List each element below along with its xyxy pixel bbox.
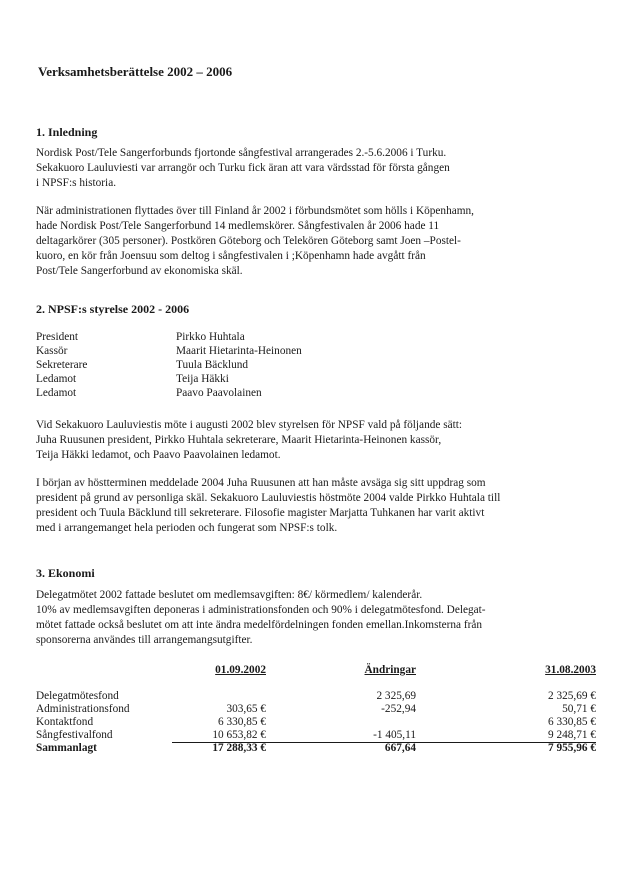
paragraph <box>36 418 596 463</box>
section-heading-inledning: 1. Inledning <box>36 125 98 139</box>
cell: -252,94 <box>381 703 416 715</box>
row-label: Sammanlagt <box>36 742 97 754</box>
text-line: Delegatmötet 2002 fattade beslutet om medlemsavgiften: 8€/ körmedlem/ kalenderår. <box>36 589 423 601</box>
cell: 303,65 € <box>226 703 266 715</box>
board-role: Sekreterare <box>36 359 88 371</box>
finance-table <box>36 664 596 755</box>
paragraph <box>36 204 596 279</box>
board-row <box>36 358 302 372</box>
board-row <box>36 344 302 358</box>
table-row <box>36 703 596 716</box>
cell: 2 325,69 € <box>547 690 596 702</box>
cell: 6 330,85 € <box>217 716 266 728</box>
document-title: Verksamhetsberättelse 2002 – 2006 <box>38 64 233 79</box>
cell: 9 248,71 € <box>547 729 596 741</box>
text-line: president och Tuula Bäcklund till sekreterare. Filosofie magister Marjatta Tuhkanen har varit aktivt <box>36 507 485 519</box>
section-heading-ekonomi: 3. Ekonomi <box>36 566 95 580</box>
text-line: mötet fattade också beslutet om att inte ändra medelfördelningen fonden emellan.Inkomsterna från <box>36 619 483 631</box>
board-member: Tuula Bäcklund <box>176 359 249 371</box>
board-row <box>36 386 302 400</box>
finance-header <box>36 664 596 680</box>
text-line: Vid Sekakuoro Lauluviestis möte i augusti 2002 blev styrelsen för NPSF vald på följande sätt: <box>36 419 463 431</box>
text-line: kuoro, en kör från Joensuu som deltog i sångfestivalen i ;Köpenhamn hade avgått från <box>36 250 426 262</box>
text-line: president på grund av personliga skäl. Sekakuoro Lauluviestis höstmöte 2004 valde Pirkko Huhtala till <box>36 492 501 504</box>
text-line: med i arrangemanget hela perioden och fungerat som NPSF:s tolk. <box>36 522 338 534</box>
board-member: Pirkko Huhtala <box>176 331 245 343</box>
row-label: Delegatmötesfond <box>36 690 119 702</box>
cell: 667,64 <box>384 742 416 754</box>
total-row <box>36 742 596 755</box>
board-member: Paavo Paavolainen <box>176 387 262 399</box>
board-member: Teija Häkki <box>176 373 229 385</box>
board-row <box>36 330 302 344</box>
board-member: Maarit Hietarinta-Heinonen <box>176 345 302 357</box>
board-role: Ledamot <box>36 387 77 399</box>
table-row <box>36 716 596 729</box>
board-list <box>36 330 302 400</box>
board-role: Ledamot <box>36 373 77 385</box>
cell: 10 653,82 € <box>212 729 266 741</box>
column-header: 01.09.2002 <box>215 664 266 676</box>
column-header: 31.08.2003 <box>545 664 596 676</box>
text-line: Post/Tele Sangerforbund av ekonomiska skäl. <box>36 265 243 277</box>
section-heading-styrelse: 2. NPSF:s styrelse 2002 - 2006 <box>36 302 190 316</box>
cell: 50,71 € <box>562 703 596 715</box>
board-role: President <box>36 331 79 343</box>
table-row <box>36 690 596 703</box>
text-line: deltagarkörer (305 personer). Postkören Göteborg och Telekören Göteborg samt Joen –Postel- <box>36 235 461 247</box>
text-line: När administrationen flyttades över till Finland år 2002 i förbundsmötet som hölls i Köpenhamn, <box>36 205 474 217</box>
text-line: hade Nordisk Post/Tele Sangerforbund 14 medlemskörer. Sångfestivalen år 2006 hade 11 <box>36 220 440 232</box>
cell: 7 955,96 € <box>547 742 596 754</box>
cell: 2 325,69 <box>376 690 416 702</box>
text-line: Juha Ruusunen president, Pirkko Huhtala sekreterare, Maarit Hietarinta-Heinonen kassör, <box>36 434 442 446</box>
paragraph <box>36 146 596 191</box>
paragraph <box>36 476 596 536</box>
cell: -1 405,11 <box>373 729 416 741</box>
text-line: Teija Häkki ledamot, och Paavo Paavolainen ledamot. <box>36 449 281 461</box>
paragraph <box>36 588 596 648</box>
text-line: Nordisk Post/Tele Sangerforbunds fjortonde sångfestival arrangerades 2.-5.6.2006 i Turku. <box>36 147 447 159</box>
text-line: i NPSF:s historia. <box>36 177 117 189</box>
board-role: Kassör <box>36 345 68 357</box>
text-line: Sekakuoro Lauluviesti var arrangör och Turku fick äran att vara värdsstad för första gången <box>36 162 450 174</box>
text-line: 10% av medlemsavgiften deponeras i administrationsfonden och 90% i delegatmötesfond. Delegat- <box>36 604 486 616</box>
row-label: Sångfestivalfond <box>36 729 113 741</box>
text-line: I början av höstterminen meddelade 2004 Juha Ruusunen att han måste avsäga sig sitt uppdrag som <box>36 477 486 489</box>
board-row <box>36 372 302 386</box>
table-row <box>36 729 596 742</box>
text-line: sponsorerna användes till arrangemangsutgifter. <box>36 634 253 646</box>
cell: 17 288,33 € <box>212 742 266 754</box>
column-header: Ändringar <box>364 664 416 676</box>
row-label: Administrationsfond <box>36 703 130 715</box>
cell: 6 330,85 € <box>547 716 596 728</box>
row-label: Kontaktfond <box>36 716 94 728</box>
